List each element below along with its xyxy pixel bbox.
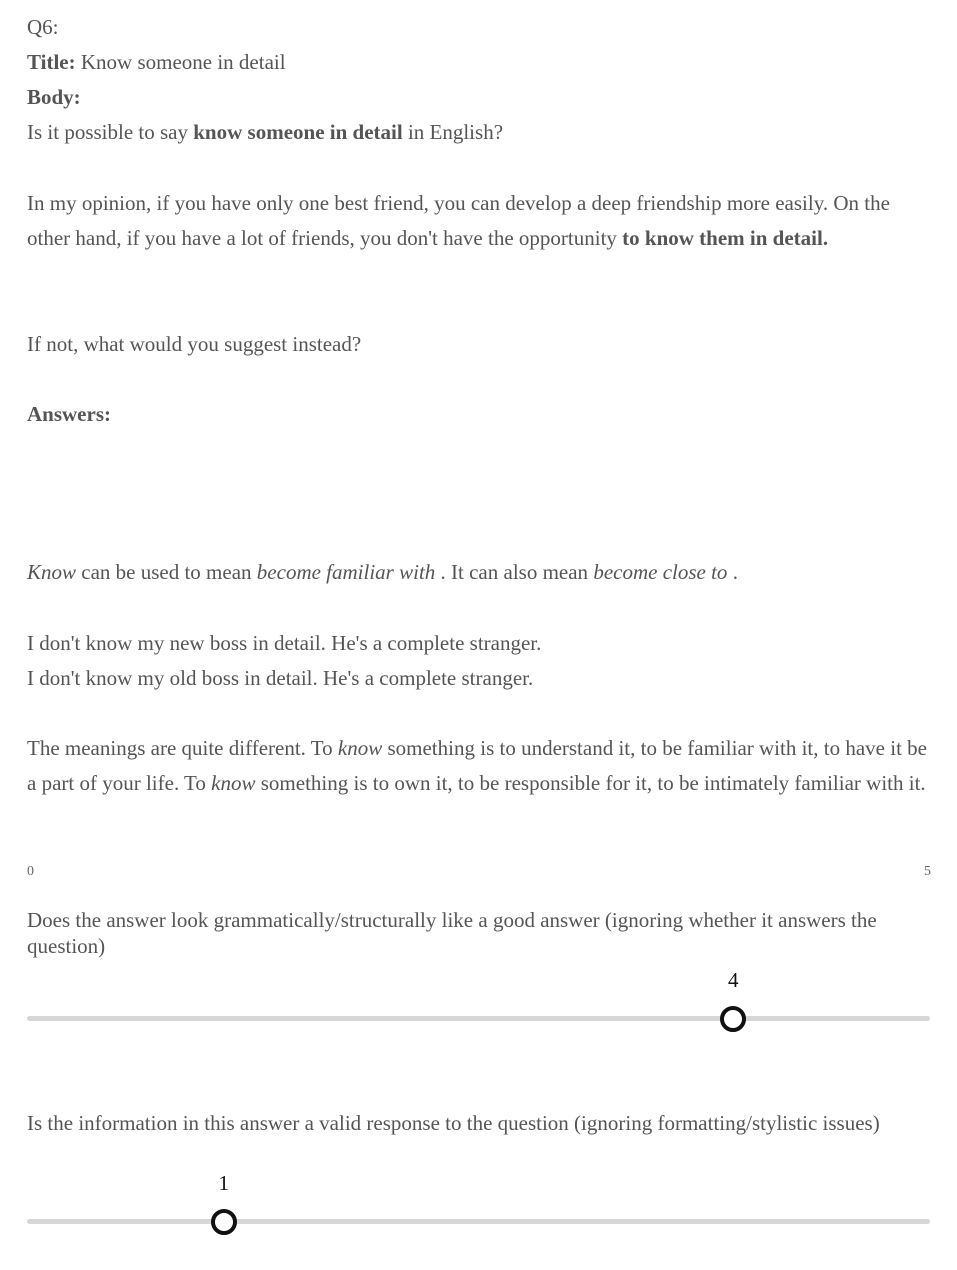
answer-paragraph-3: I don't know my old boss in detail. He's a complete stranger. <box>27 666 534 690</box>
question-title-line <box>27 45 286 80</box>
rating-question-validity: Is the information in this answer a valid response to the question (ignoring formatting/stylistic issues) <box>27 1111 880 1135</box>
scale-max-label: 5 <box>924 864 931 879</box>
grammar-slider-thumb[interactable] <box>720 1006 746 1032</box>
validity-slider-track[interactable] <box>27 1219 930 1224</box>
rating-question-grammar: Does the answer look grammatically/structurally like a good answer (ignoring whether it answers the question) <box>27 908 877 958</box>
validity-slider-thumb[interactable] <box>211 1209 237 1235</box>
body-paragraph-1: Is it possible to say know someone in detail in English? <box>27 120 504 144</box>
validity-slider-value: 1 <box>218 1171 230 1195</box>
body-paragraph-2: In my opinion, if you have only one best friend, you can develop a deep friendship more easily. On the other hand, if you have a lot of friends, you don't have the opportunity to know them in detail. <box>27 191 890 250</box>
body-paragraph-3: If not, what would you suggest instead? <box>27 332 362 356</box>
answer-paragraph-4: The meanings are quite different. To know something is to understand it, to be familiar with it, to have it be a part of your life. To know something is to own it, to be responsible for it, to be intimately familiar with it. <box>27 736 927 795</box>
question-number: Q6: <box>27 15 59 39</box>
answer-paragraph-2: I don't know my new boss in detail. He's a complete stranger. <box>27 631 542 655</box>
answer-paragraph-1: Know can be used to mean become familiar with . It can also mean become close to . <box>27 560 738 584</box>
answers-label: Answers: <box>27 402 111 426</box>
grammar-slider-track[interactable] <box>27 1016 930 1021</box>
scale-min-label: 0 <box>27 864 34 879</box>
title-label: Title: <box>27 50 76 74</box>
grammar-slider-value: 4 <box>727 968 739 992</box>
body-label: Body: <box>27 85 81 109</box>
question-title: Know someone in detail <box>80 50 286 74</box>
